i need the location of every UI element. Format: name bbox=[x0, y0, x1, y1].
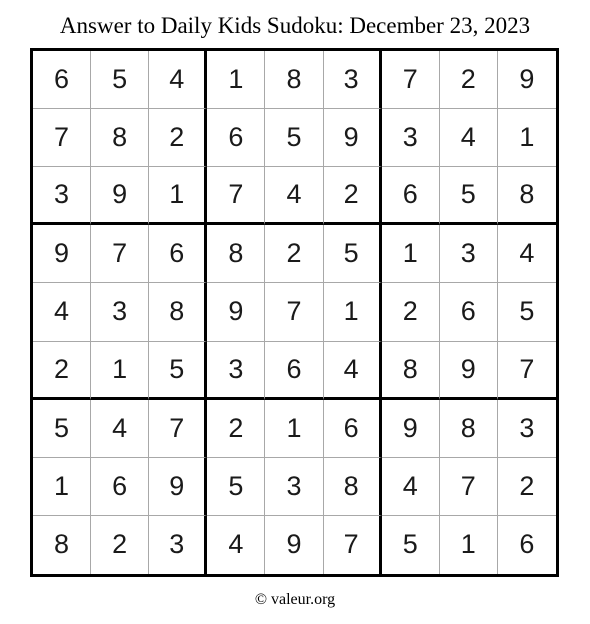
sudoku-cell: 8 bbox=[382, 342, 440, 400]
sudoku-cell: 9 bbox=[91, 167, 149, 225]
sudoku-cell: 2 bbox=[207, 400, 265, 458]
sudoku-cell: 4 bbox=[33, 283, 91, 341]
sudoku-cell: 8 bbox=[440, 400, 498, 458]
sudoku-cell: 6 bbox=[382, 167, 440, 225]
page-title: Answer to Daily Kids Sudoku: December 23, 2023 bbox=[59, 13, 531, 38]
sudoku-cell: 9 bbox=[498, 51, 556, 109]
copyright-footer: © valeur.org bbox=[254, 591, 336, 608]
sudoku-cell: 7 bbox=[440, 458, 498, 516]
sudoku-cell: 5 bbox=[440, 167, 498, 225]
sudoku-cell: 4 bbox=[149, 51, 207, 109]
sudoku-cell: 4 bbox=[207, 516, 265, 574]
sudoku-cell: 8 bbox=[324, 458, 382, 516]
sudoku-cell: 5 bbox=[33, 400, 91, 458]
sudoku-cell: 7 bbox=[33, 109, 91, 167]
sudoku-cell: 3 bbox=[498, 400, 556, 458]
sudoku-cell: 3 bbox=[265, 458, 323, 516]
sudoku-cell: 6 bbox=[440, 283, 498, 341]
sudoku-cell: 4 bbox=[440, 109, 498, 167]
sudoku-cell: 1 bbox=[265, 400, 323, 458]
sudoku-cell: 7 bbox=[265, 283, 323, 341]
sudoku-cell: 3 bbox=[91, 283, 149, 341]
sudoku-cell: 8 bbox=[498, 167, 556, 225]
sudoku-cell: 5 bbox=[382, 516, 440, 574]
sudoku-cell: 2 bbox=[149, 109, 207, 167]
sudoku-cell: 3 bbox=[33, 167, 91, 225]
sudoku-cell: 9 bbox=[149, 458, 207, 516]
sudoku-cell: 9 bbox=[207, 283, 265, 341]
sudoku-cell: 8 bbox=[265, 51, 323, 109]
sudoku-cell: 3 bbox=[382, 109, 440, 167]
sudoku-cell: 3 bbox=[324, 51, 382, 109]
sudoku-cell: 2 bbox=[382, 283, 440, 341]
sudoku-cell: 8 bbox=[207, 225, 265, 283]
sudoku-cell: 4 bbox=[324, 342, 382, 400]
sudoku-cell: 4 bbox=[498, 225, 556, 283]
sudoku-cell: 1 bbox=[382, 225, 440, 283]
sudoku-cell: 1 bbox=[207, 51, 265, 109]
sudoku-cell: 2 bbox=[91, 516, 149, 574]
sudoku-cell: 6 bbox=[33, 51, 91, 109]
sudoku-cell: 7 bbox=[207, 167, 265, 225]
sudoku-cell: 6 bbox=[265, 342, 323, 400]
sudoku-cell: 2 bbox=[265, 225, 323, 283]
sudoku-cell: 2 bbox=[440, 51, 498, 109]
sudoku-cell: 9 bbox=[33, 225, 91, 283]
sudoku-cell: 7 bbox=[382, 51, 440, 109]
sudoku-cell: 8 bbox=[149, 283, 207, 341]
sudoku-cell: 2 bbox=[33, 342, 91, 400]
sudoku-cell: 9 bbox=[265, 516, 323, 574]
sudoku-cell: 7 bbox=[149, 400, 207, 458]
sudoku-cell: 1 bbox=[324, 283, 382, 341]
sudoku-cell: 8 bbox=[91, 109, 149, 167]
sudoku-cell: 5 bbox=[91, 51, 149, 109]
sudoku-cell: 5 bbox=[149, 342, 207, 400]
sudoku-cell: 5 bbox=[498, 283, 556, 341]
sudoku-cell: 6 bbox=[91, 458, 149, 516]
sudoku-cell: 9 bbox=[440, 342, 498, 400]
sudoku-cell: 1 bbox=[440, 516, 498, 574]
sudoku-cell: 2 bbox=[498, 458, 556, 516]
sudoku-cell: 6 bbox=[149, 225, 207, 283]
sudoku-cell: 4 bbox=[265, 167, 323, 225]
sudoku-cell: 3 bbox=[207, 342, 265, 400]
sudoku-cell: 1 bbox=[149, 167, 207, 225]
sudoku-cell: 6 bbox=[519, 529, 535, 560]
sudoku-cell: 5 bbox=[265, 109, 323, 167]
sudoku-cell: 6 bbox=[207, 109, 265, 167]
sudoku-cell: 5 bbox=[324, 225, 382, 283]
sudoku-cell: 5 bbox=[207, 458, 265, 516]
sudoku-cell: 4 bbox=[382, 458, 440, 516]
sudoku-cell: 1 bbox=[33, 458, 91, 516]
sudoku-cell: 6 bbox=[324, 400, 382, 458]
sudoku-cell: 9 bbox=[324, 109, 382, 167]
sudoku-cell: 2 bbox=[324, 167, 382, 225]
sudoku-cell: 3 bbox=[440, 225, 498, 283]
sudoku-cell: 7 bbox=[324, 516, 382, 574]
sudoku-cell: 3 bbox=[149, 516, 207, 574]
sudoku-cell: 7 bbox=[91, 225, 149, 283]
sudoku-cell: 9 bbox=[382, 400, 440, 458]
sudoku-grid bbox=[30, 48, 559, 577]
sudoku-cell: 7 bbox=[498, 342, 556, 400]
sudoku-cell: 8 bbox=[33, 516, 91, 574]
sudoku-cell: 4 bbox=[91, 400, 149, 458]
sudoku-cell: 1 bbox=[498, 109, 556, 167]
sudoku-cell: 1 bbox=[91, 342, 149, 400]
